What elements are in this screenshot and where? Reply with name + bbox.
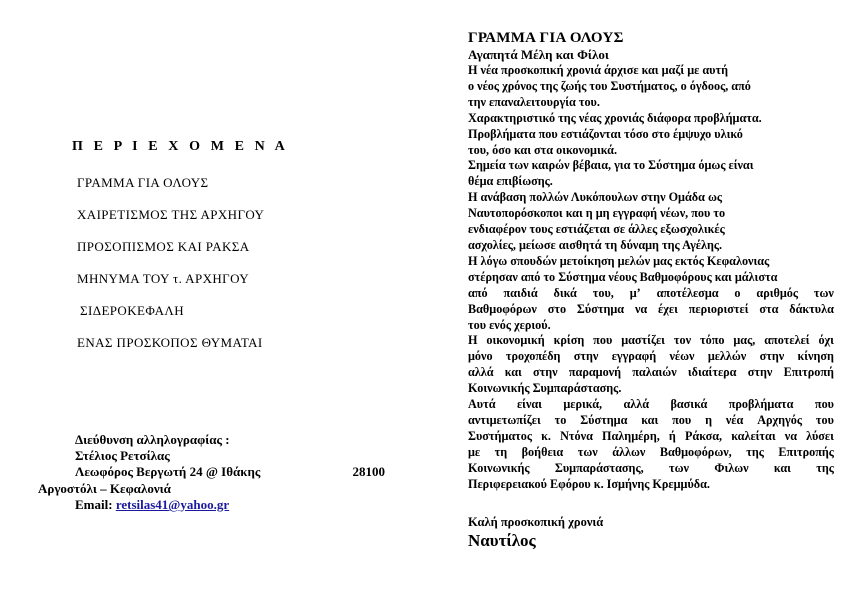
letter-word: το	[554, 412, 567, 427]
letter-word: του,	[592, 285, 614, 300]
letter-line	[468, 302, 834, 318]
letter-line: Η νέα προσκοπική χρονιά άρχισε και μαζί με αυτή	[468, 63, 729, 77]
letter-word: προβλήματα	[728, 397, 794, 412]
letter-word: κ.	[541, 428, 551, 443]
letter-line: Η ανάβαση πολλών Λυκόπουλων στην Ομάδα ως	[468, 190, 722, 205]
letter-line	[468, 413, 834, 429]
letter-word: της	[746, 444, 764, 459]
letter-word: Βαθμοφόρων	[468, 301, 537, 316]
letter-word: περιοριστεί	[688, 301, 749, 316]
letter-word: δάκτυλα	[789, 301, 834, 316]
letter-word: και	[641, 412, 659, 427]
letter-word: Αυτά	[468, 397, 496, 412]
letter-word: και	[773, 460, 791, 475]
letter-word: ο	[734, 285, 741, 300]
letter-line: την επαναλειτουργία του.	[468, 94, 600, 109]
letter-line: του ενός χεριού.	[468, 317, 551, 332]
letter-word: Επιτροπής	[778, 444, 834, 459]
letter-line	[468, 333, 834, 349]
letter-word: Σύστημα	[576, 301, 625, 316]
letter-word: αντιμετωπίζει	[468, 412, 541, 427]
letter-word: να	[784, 428, 797, 443]
letter-word: μαστίζει	[621, 333, 665, 348]
letter-title: ΓΡΑΜΜΑ ΓΙΑ ΟΛΟΥΣ	[468, 30, 624, 46]
letter-line: Προβλήματα που εστιάζονται τόσο στο έμψυχο υλικό	[468, 126, 743, 141]
letter-line	[468, 286, 834, 302]
contents-item: ΠΡΟΣΟΠΙΣΜΟΣ ΚΑΙ ΡΑΚΣΑ	[77, 239, 250, 254]
letter-line: Κοινωνικής Συμπαράστασης.	[468, 381, 622, 396]
letter-word: στο	[547, 301, 567, 316]
letter-line: Ναυτοπορόσκοποι και η μη εγγραφή νέων, που το	[468, 206, 726, 221]
letter-line: στέρησαν από το Σύστημα νέους Βαθμοφόρους και μάλιστα	[468, 269, 778, 284]
letter-word: οικονομική	[486, 333, 545, 348]
letter-word: κίνηση	[797, 349, 834, 364]
letter-word: μας,	[733, 333, 756, 348]
letter-word: αποτέλεσμα	[656, 285, 719, 300]
address-postcode: 28100	[352, 464, 385, 479]
letter-word: έχει	[658, 301, 678, 316]
address-street	[75, 464, 385, 480]
letter-word: στην	[759, 349, 785, 364]
letter-word: τη	[494, 444, 508, 459]
letter-line	[468, 349, 834, 365]
letter-word: των	[669, 460, 689, 475]
letter-word: Φιλων	[714, 460, 749, 475]
letter-line: Χαρακτηριστικό της νέας χρονιάς διάφορα προβλήματα.	[468, 110, 762, 125]
contents-item: ΓΡΑΜΜΑ ΓΙΑ ΟΛΟΥΣ	[77, 175, 209, 190]
letter-word: του	[815, 412, 834, 427]
letter-word: λύσει	[806, 428, 834, 443]
letter-line: Η λόγω σπουδών μετοίκηση μελών μας εκτός Κεφαλονιας	[468, 253, 770, 268]
letter-word: Κοινωνικής	[468, 460, 530, 475]
letter-word: που	[672, 412, 692, 427]
letter-word: βοήθεια	[521, 444, 564, 459]
letter-word: μερικά,	[563, 397, 603, 412]
letter-line	[468, 365, 834, 381]
address-label: Διεύθυνση αλληλογραφίας :	[75, 432, 230, 447]
contents-title: Π Ε Ρ Ι Ε Χ Ο Μ Ε Ν Α	[72, 139, 289, 154]
letter-word: Η	[468, 333, 478, 348]
letter-signature: Ναυτίλος	[468, 531, 536, 550]
letter-word: αλλά	[623, 397, 650, 412]
letter-line: Σημεία των καιρών βέβαια, για το Σύστημα όμως είναι	[468, 158, 754, 173]
letter-word: όχι	[818, 333, 834, 348]
letter-word: καλείται	[731, 428, 776, 443]
letter-word: τον	[673, 333, 692, 348]
letter-word: ή	[668, 428, 676, 443]
letter-word: να	[634, 301, 648, 316]
letter-line: ασχολίες, μείωσε αισθητά τη δύναμη της Αγέλης.	[468, 237, 723, 252]
letter-word: στα	[759, 301, 779, 316]
letter-word: Ράκσα,	[684, 428, 723, 443]
letter-line	[468, 445, 834, 461]
letter-word: στην	[573, 349, 599, 364]
email-label: Email:	[75, 497, 113, 512]
letter-word: αλλά	[468, 365, 494, 380]
contents-item: ΜΗΝΥΜΑ ΤΟΥ τ. ΑΡΧΗΓΟΥ	[77, 271, 250, 286]
letter-word: μελλών	[707, 349, 747, 364]
letter-greeting: Αγαπητά Μέλη και Φίλοι	[468, 47, 609, 62]
letter-word: κρίση	[553, 333, 585, 348]
letter-line: του, όσο και στα οικονομικά.	[468, 142, 618, 157]
letter-word: Παλημέρη,	[602, 428, 660, 443]
letter-word: στην	[747, 365, 773, 380]
letter-closing: Καλή προσκοπική χρονιά	[468, 515, 604, 529]
letter-word: μόνο	[468, 349, 493, 364]
letter-word: ιδιαίτερα	[687, 365, 737, 380]
letter-line	[468, 429, 834, 445]
letter-word: παραμονή	[568, 365, 622, 380]
letter-word: αποτελεί	[764, 333, 810, 348]
letter-word: μ’	[629, 285, 641, 300]
letter-line: ο νέος χρόνος της ζωής του Συστήματος, ο όγδοος, από	[468, 78, 751, 93]
contents-item: ΧΑΙΡΕΤΙΣΜΟΣ ΤΗΣ ΑΡΧΗΓΟΥ	[77, 207, 265, 222]
letter-word: και	[504, 365, 522, 380]
letter-word: από	[468, 285, 488, 300]
letter-word: με	[468, 444, 481, 459]
letter-line: ενδιαφέρον τους εστιάζεται σε άλλες εξωσχολικές	[468, 222, 725, 237]
letter-body	[468, 63, 834, 492]
letter-word: της	[816, 460, 834, 475]
letter-word: εγγραφή	[611, 349, 657, 364]
letter-line	[468, 397, 834, 413]
letter-word: τροχοπέδη	[505, 349, 561, 364]
letter-line	[468, 461, 834, 477]
letter-word: που	[593, 333, 613, 348]
letter-word: τόπο	[699, 333, 725, 348]
letter-word: νέων	[669, 349, 695, 364]
letter-word: δικά	[553, 285, 577, 300]
letter-word: Συμπαράστασης,	[554, 460, 644, 475]
address-city: Αργοστόλι – Κεφαλονιά	[38, 481, 171, 496]
letter-word: παιδιά	[503, 285, 538, 300]
letter-word: η	[705, 412, 712, 427]
address-email-row	[75, 497, 229, 513]
letter-word: Σύστημα	[580, 412, 628, 427]
letter-word: αριθμός	[756, 285, 799, 300]
contents-item: ΣΙΔΕΡΟΚΕΦΑΛΗ	[80, 303, 185, 318]
letter-word: Συστήματος	[468, 428, 533, 443]
letter	[468, 29, 834, 492]
letter-word: στην	[533, 365, 558, 380]
letter-word: άλλων	[612, 444, 646, 459]
letter-word: είναι	[516, 397, 542, 412]
address-name: Στέλιος Ρετσίλας	[75, 448, 170, 463]
letter-line: θέμα επιβίωσης.	[468, 174, 553, 189]
letter-word: Αρχηγός	[757, 412, 802, 427]
letter-word: Βαθμοφόρων,	[659, 444, 732, 459]
letter-word: των	[577, 444, 598, 459]
letter-word: Επιτροπή	[783, 365, 834, 380]
letter-word: βασικά	[670, 397, 708, 412]
contents-item: ΕΝΑΣ ΠΡΟΣΚΟΠΟΣ ΘΥΜΑΤΑΙ	[77, 335, 263, 350]
letter-word: Ντόνα	[560, 428, 593, 443]
address-street-line: Λεωφόρος Βεργωτή 24 @ Ιθάκης	[75, 464, 261, 479]
email-link[interactable]: retsilas41@yahoo.gr	[115, 497, 230, 512]
letter-word: που	[814, 397, 834, 412]
letter-word: των	[813, 285, 834, 300]
letter-line: Περιφερειακού Εφόρου κ. Ισμήνης Κρεμμύδα.	[468, 476, 710, 491]
letter-word: νέα	[725, 412, 744, 427]
letter-word: παλαιών	[632, 365, 677, 380]
